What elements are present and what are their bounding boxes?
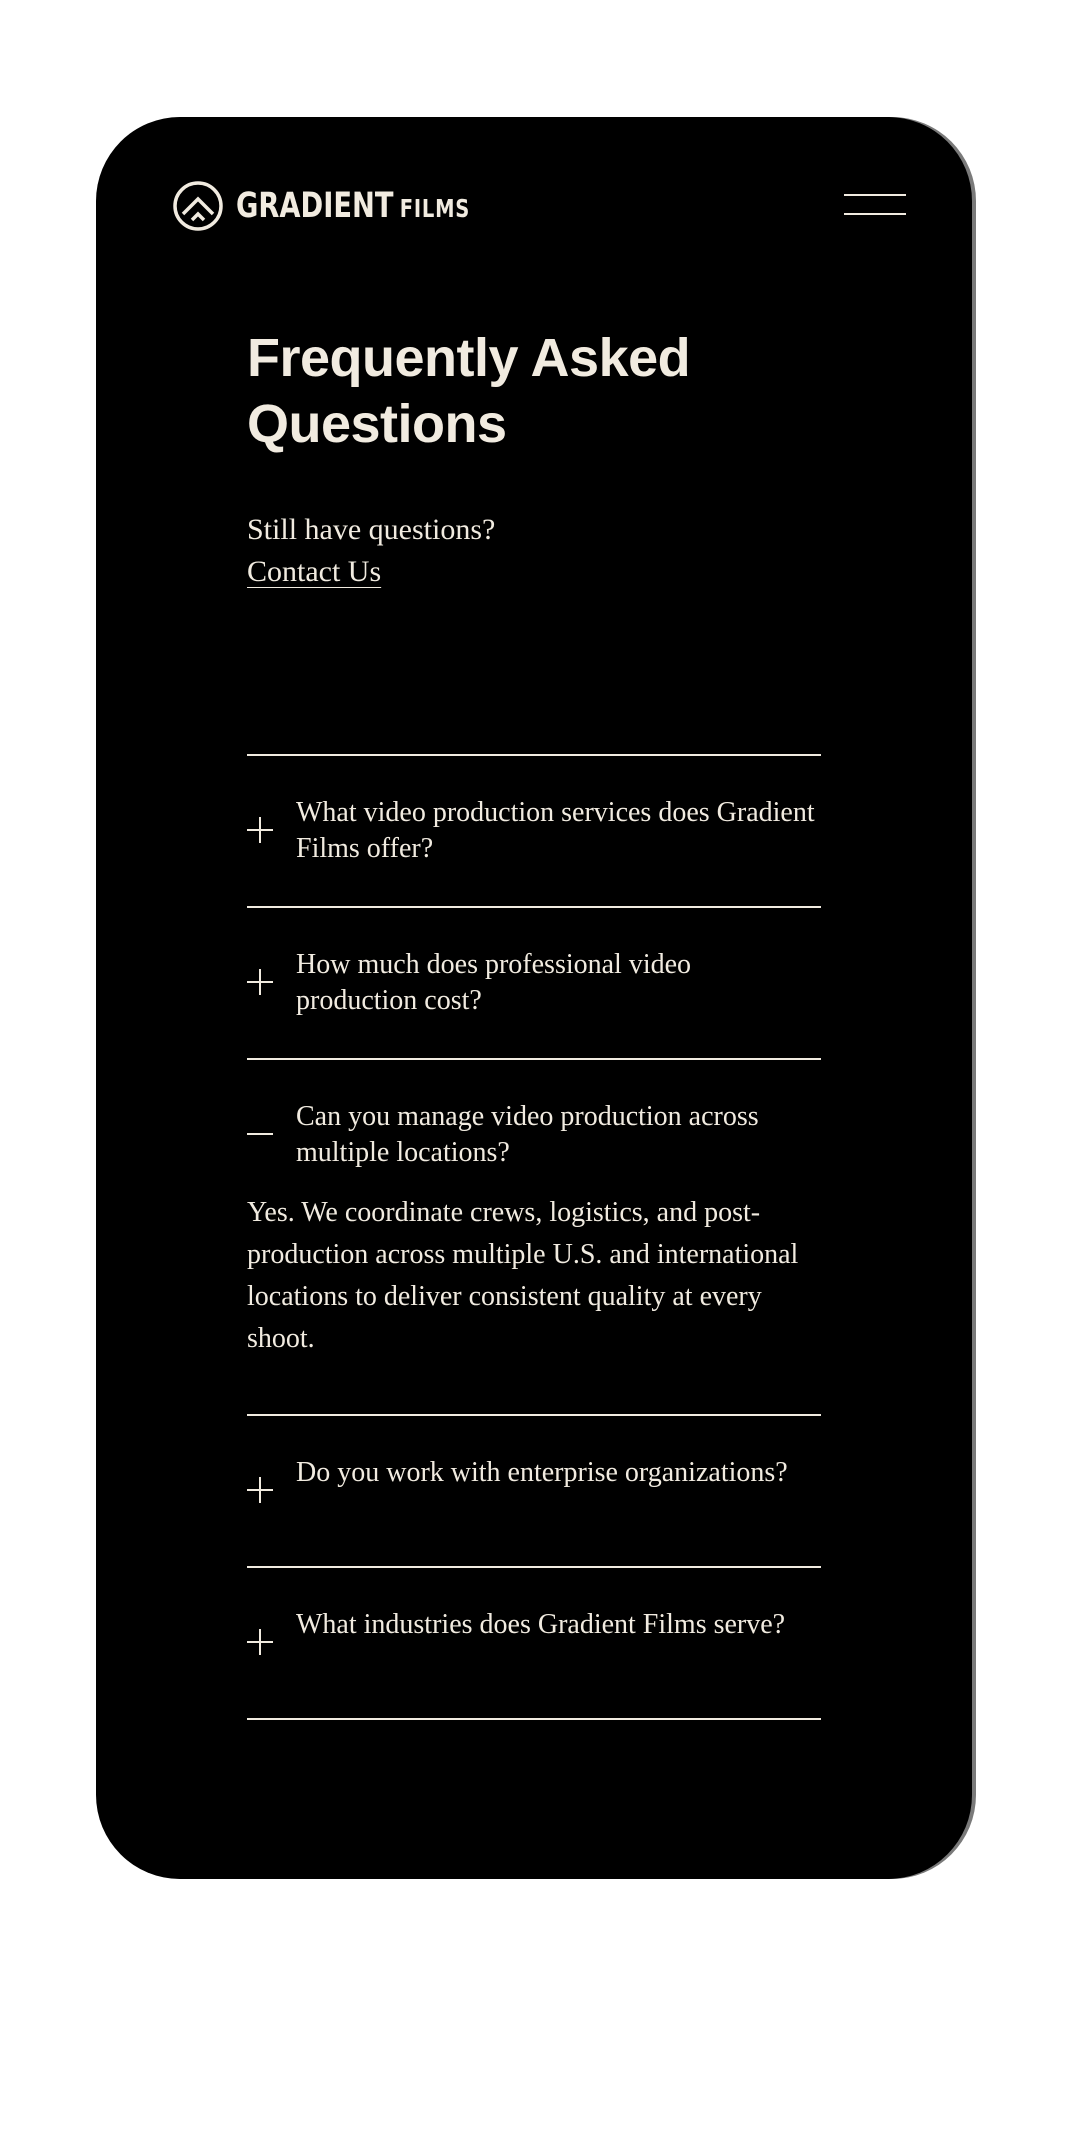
faq-item[interactable]	[247, 1416, 821, 1566]
faq-question: What industries does Gradient Films serve?	[296, 1609, 786, 1640]
faq-question-row[interactable]	[247, 1568, 821, 1718]
faq-question: Can you manage video production across multiple locations?	[296, 1101, 759, 1168]
menu-bar-top	[844, 194, 906, 196]
faq-question: Do you work with enterprise organizations?	[296, 1457, 788, 1488]
faq-question-row[interactable]	[247, 908, 821, 1058]
contact-us-link[interactable]: Contact Us	[247, 555, 382, 588]
plus-icon[interactable]	[247, 1629, 273, 1655]
minus-icon[interactable]	[247, 1121, 273, 1147]
logo-wordmark	[236, 185, 471, 226]
faq-question-row[interactable]	[247, 756, 821, 906]
faq-subtitle: Still have questions?	[247, 513, 496, 546]
page-title: Frequently Asked Questions	[247, 328, 691, 454]
mountain-circle-logo-icon	[172, 180, 224, 232]
logo[interactable]	[172, 177, 536, 235]
faq-item[interactable]	[247, 756, 821, 906]
plus-icon[interactable]	[247, 969, 273, 995]
logo-main-text: GRADIENT	[236, 185, 394, 226]
phone-frame	[96, 117, 972, 1879]
faq-item-expanded[interactable]	[247, 1060, 821, 1414]
faq-divider	[247, 1718, 821, 1720]
menu-bar-bottom	[844, 213, 906, 215]
site-header	[172, 177, 906, 235]
faq-item[interactable]	[247, 908, 821, 1058]
faq-answer: Yes. We coordinate crews, logistics, and post-production across multiple U.S. and international locations to deliver consistent quality at every shoot.	[247, 1197, 799, 1354]
logo-sub-text: FILMS	[399, 193, 471, 223]
faq-question: How much does professional video production cost?	[296, 949, 692, 1016]
plus-icon[interactable]	[247, 1477, 273, 1503]
plus-icon[interactable]	[247, 817, 273, 843]
faq-question-row[interactable]	[247, 1060, 821, 1210]
faq-item[interactable]	[247, 1568, 821, 1718]
faq-list	[247, 754, 821, 1720]
faq-question-row[interactable]	[247, 1416, 821, 1566]
faq-question: What video production services does Gradient Films offer?	[296, 797, 815, 864]
hamburger-icon[interactable]	[844, 190, 906, 218]
